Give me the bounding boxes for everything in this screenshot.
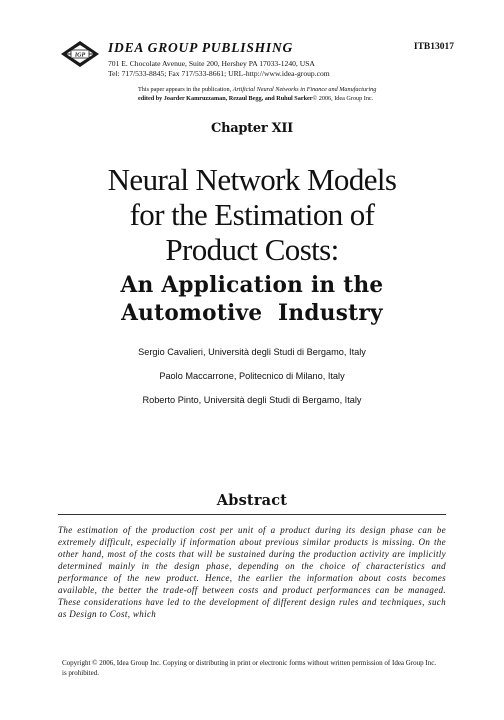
- notice-year: © 2006, Idea Group Inc.: [312, 94, 374, 102]
- abstract-heading: Abstract: [216, 492, 288, 509]
- author-list: [0, 344, 504, 416]
- book-title: Artificial Neural Networks in Finance and Manufacturing: [232, 86, 377, 93]
- editors: edited by Joarder Kamruzzaman, Rezaul Begg, and Ruhul Sarker: [138, 94, 313, 102]
- publisher-logo-icon: [60, 40, 100, 68]
- author-affiliation: Sergio Cavalieri, Università degli Studi di Bergamo, Italy: [138, 347, 366, 357]
- title-line: Product Costs:: [165, 232, 339, 267]
- author-affiliation: Paolo Maccarrone, Politecnico di Milano, Italy: [159, 371, 345, 381]
- title-line: Neural Network Models: [107, 162, 397, 197]
- abstract-divider: [58, 514, 446, 515]
- subtitle-line: An Application in the: [120, 272, 384, 298]
- publisher-address: [108, 59, 330, 78]
- contact-line: Tel: 717/533-8845; Fax 717/533-8661; URL-http://www.idea-group.com: [108, 68, 330, 78]
- document-code: ITB13017: [413, 42, 454, 52]
- author-affiliation: Roberto Pinto, Università degli Studi di Bergamo, Italy: [142, 395, 362, 405]
- copyright-notice: Copyright © 2006, Idea Group Inc. Copying or distributing in print or electronic forms without written permission of Idea Group Inc. is prohibited.: [62, 659, 437, 677]
- notice-prefix: This paper appears in the publication,: [138, 86, 233, 93]
- publisher-name: IDEA GROUP PUBLISHING: [108, 40, 294, 55]
- logo-text: IGP: [74, 52, 86, 59]
- chapter-number: Chapter XII: [211, 121, 293, 136]
- abstract-text: The estimation of the production cost per unit of a product during its design phase can be extremely difficult, especially if information about previous similar products is missing. On the other hand, most of the costs that will be sustained during the production activity are implicitly determined mainly in the design phase, depending on the choice of characteristics and performance of the new product. Hence, the earlier the information about costs becomes available, the better the trade-off between costs and product performances can be managed. These considerations have led to the development of different design rules and techniques, such as Design to Cost, which: [58, 525, 446, 619]
- publication-notice: [138, 86, 438, 103]
- address-line: 701 E. Chocolate Avenue, Suite 200, Hershey PA 17033-1240, USA: [108, 59, 315, 68]
- title-line: for the Estimation of: [129, 197, 375, 232]
- paper-subtitle: [5, 271, 499, 327]
- subtitle-line: Automotive Industry: [121, 300, 383, 326]
- paper-title: [0, 162, 504, 267]
